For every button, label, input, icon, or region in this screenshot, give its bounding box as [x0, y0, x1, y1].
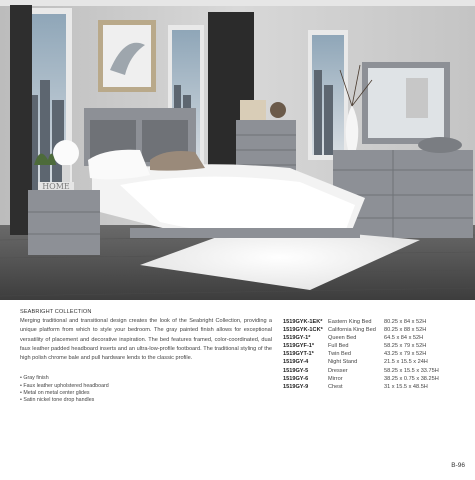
- product-dims: 43.25 x 79 x 52H: [384, 351, 427, 358]
- product-dims: 31 x 15.5 x 48.5H: [384, 383, 428, 390]
- right-window: [308, 30, 348, 160]
- feature-item: • Satin nickel tone drop handles: [20, 397, 272, 404]
- table-row: [283, 342, 439, 350]
- page-number: B-96: [451, 462, 465, 469]
- feature-item: • Metal on metal center glides: [20, 390, 272, 397]
- table-row: [283, 383, 439, 391]
- product-sku: 1519GYK-1EK*: [283, 319, 323, 325]
- product-dims: 21.5 x 15.5 x 24H: [384, 359, 428, 366]
- product-table: [283, 318, 439, 391]
- product-name: Full Bed: [328, 343, 349, 350]
- collection-title: SEABRIGHT COLLECTION: [20, 309, 92, 315]
- product-sku: 1519GY-4: [283, 359, 309, 366]
- product-dims: 58.25 x 79 x 52H: [384, 343, 427, 350]
- product-sku: 1519GY-5: [283, 367, 309, 374]
- table-row: [283, 318, 439, 326]
- wall-art: [98, 20, 156, 92]
- product-name: Chest: [328, 383, 343, 390]
- table-row: [283, 326, 439, 334]
- product-sku: 1519GY-1*: [283, 335, 311, 342]
- product-sku: 1519GY-6: [283, 375, 309, 382]
- product-sku: 1519GY-9: [283, 383, 309, 390]
- collection-text: [20, 309, 272, 404]
- product-name: Night Stand: [328, 359, 358, 366]
- product-dims: 38.25 x 0.75 x 38.25H: [384, 375, 439, 382]
- mirror: [362, 62, 450, 144]
- product-name: Queen Bed: [328, 335, 357, 342]
- product-sku: 1519GYT-1*: [283, 351, 314, 358]
- product-name: Twin Bed: [328, 351, 352, 358]
- table-row: [283, 367, 439, 375]
- feature-list: [20, 375, 272, 404]
- product-dims: 64.5 x 84 x 52H: [384, 335, 424, 342]
- product-name: California King Bed: [328, 327, 376, 334]
- collection-description: Merging traditional and transitional design creates the look of the Seabright Collection, providing a unique platform from which to style your bedroom. The gray painted finish allows for exceptional versatility of placement and decorative inspiration. The bed features framed, color-coordinated, dual faux leather padded headboard inserts and an ultra-low-profile footboard. The traditional styling of the high polish chrome bale and pull hardware lends to the classic profile.: [20, 318, 272, 362]
- feature-item: • Faux leather upholstered headboard: [20, 383, 272, 390]
- table-row: [283, 375, 439, 383]
- product-dims: 58.25 x 15.5 x 33.75H: [384, 367, 439, 374]
- product-sku: 1519GYF-1*: [283, 343, 315, 350]
- table-row: [283, 350, 439, 358]
- product-sku: 1519GYK-1CK*: [283, 327, 323, 334]
- feature-item: • Gray finish: [20, 375, 272, 382]
- product-name: Eastern King Bed: [328, 319, 372, 325]
- product-name: Mirror: [328, 375, 343, 382]
- table-row: [283, 358, 439, 366]
- product-dims: 80.25 x 84 x 52H: [384, 319, 427, 325]
- product-dims: 80.25 x 88 x 52H: [384, 327, 427, 334]
- table-row: [283, 334, 439, 342]
- product-name: Dresser: [328, 367, 348, 374]
- home-sign: HOME: [42, 182, 70, 191]
